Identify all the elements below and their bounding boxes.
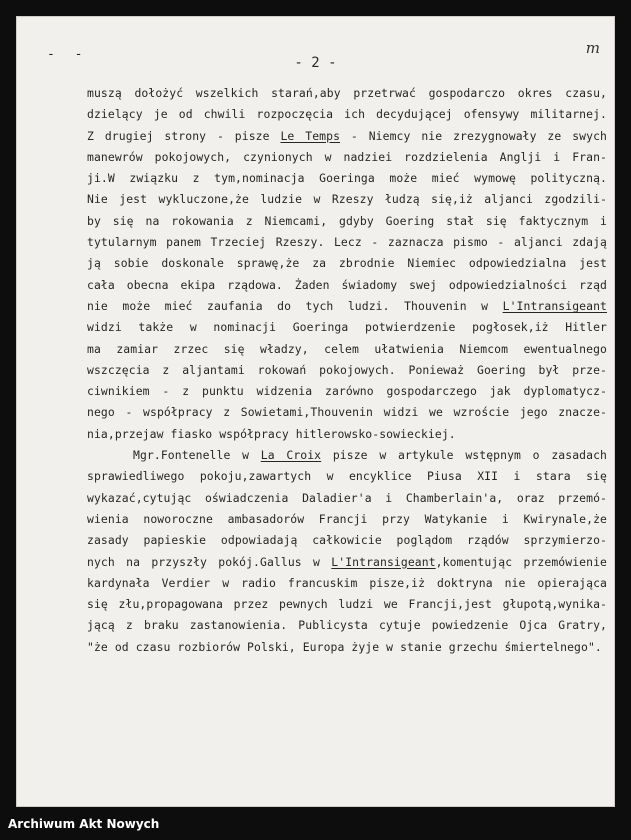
corner-marks: - - xyxy=(47,47,89,62)
text-line xyxy=(87,509,607,530)
text-line xyxy=(87,424,607,445)
text-line xyxy=(87,339,607,360)
text-line xyxy=(87,189,607,210)
line-text: jącą z braku zastanowienia. Publicysta cytuje powiedzenie Ojca Gratry, xyxy=(87,618,607,633)
line-text: zasady papieskie odpowiadają całkowicie poglądom rządów sprzymierzo- xyxy=(87,533,607,548)
text-line xyxy=(87,360,607,381)
line-text: dzielący je od chwili rozpoczęcia ich decydującej ofensywy militarnej. xyxy=(87,107,607,122)
text-line xyxy=(87,381,607,402)
line-text: widzi także w nominacji Goeringa potwierdzenie pogłosek,iż Hitler xyxy=(87,320,607,335)
text-line xyxy=(87,552,607,573)
newspaper-title: L'Intransigeant xyxy=(331,554,436,569)
text-line xyxy=(87,402,607,423)
archive-footer xyxy=(0,807,631,840)
text-line xyxy=(87,317,607,338)
newspaper-title: L'Intransigeant xyxy=(502,298,607,313)
body-text xyxy=(87,83,607,658)
line-text: by się na rokowania z Niemcami, gdyby Goering stał się faktycznym i xyxy=(87,213,607,228)
line-text: kardynała Verdier w radio francuskim pisze,iż doktryna nie opierająca xyxy=(87,575,607,590)
line-text: nych na przyszły pokój.Gallus w xyxy=(87,554,332,569)
text-line xyxy=(87,615,607,636)
line-text: Z drugiej strony - pisze xyxy=(87,128,281,143)
line-text: nie może mieć zaufania do tych ludzi. Thouvenin w xyxy=(87,298,503,313)
line-text: muszą dołożyć wszelkich starań,aby przetrwać gospodarczo okres czasu, xyxy=(87,86,607,100)
line-text: wykazać,cytując oświadczenia Daladier'a i Chamberlain'a, oraz przemó- xyxy=(87,490,607,505)
document-page xyxy=(16,16,615,807)
text-line xyxy=(87,466,607,487)
folio-mark: m xyxy=(585,39,600,57)
text-line xyxy=(87,637,607,658)
line-text: wienia noworoczne ambasadorów Francji przy Watykanie i Kwirynale,że xyxy=(87,511,607,526)
line-text: tytularnym panem Trzeciej Rzeszy. Lecz - zaznacza pismo - aljanci zdają xyxy=(87,235,607,250)
line-text: ciwnikiem - z punktu widzenia zarówno gospodarczego jak dyplomatycz- xyxy=(87,384,607,399)
line-text: wszczęcia z aljantami rokowań pokojowych. Ponieważ Goering był prze- xyxy=(87,362,607,377)
text-line xyxy=(87,296,607,317)
text-line xyxy=(87,253,607,274)
line-text: się złu,propagowana przez pewnych ludzi we Francji,jest głupotą,wynika- xyxy=(87,597,607,612)
text-line xyxy=(87,232,607,253)
text-line xyxy=(87,594,607,615)
line-text: pisze w artykule wstępnym o zasadach xyxy=(321,448,607,463)
text-line xyxy=(87,168,607,189)
line-text: "że od czasu rozbiorów Polski, Europa żyje w stanie grzechu śmiertelnego". xyxy=(87,639,602,654)
line-text: nia,przejaw fiasko współpracy hitlerowsko-sowieckiej. xyxy=(87,426,456,441)
line-text: ją sobie doskonale sprawę,że za zbrodnie Niemiec odpowiedzialna jest xyxy=(87,256,607,271)
text-line xyxy=(87,126,607,147)
line-text: ma zamiar zrzec się władzy, celem ułatwienia Niemcom ewentualnego xyxy=(87,341,607,356)
line-text: nego - współpracy z Sowietami,Thouvenin widzi we wzroście jego znacze- xyxy=(87,405,607,420)
line-text: ,komentując przemówienie xyxy=(435,554,607,569)
text-line xyxy=(87,211,607,232)
newspaper-title: La Croix xyxy=(260,448,322,463)
line-text: manewrów pokojowych, czynionych w nadziei rozdzielenia Anglji i Fran- xyxy=(87,149,607,164)
text-line xyxy=(87,83,607,104)
text-line xyxy=(87,530,607,551)
page-number: - 2 - xyxy=(294,55,337,71)
text-line xyxy=(87,147,607,168)
text-line xyxy=(87,275,607,296)
line-text: sprawiedliwego pokoju,zawartych w encyklice Piusa XII i stara się xyxy=(87,469,607,484)
line-text: ji.W związku z tym,nominacja Goeringa może mieć wymowę polityczną. xyxy=(87,171,607,186)
text-line xyxy=(87,445,607,466)
text-line xyxy=(87,573,607,594)
archive-name: Archiwum Akt Nowych xyxy=(8,817,160,831)
line-text: - Niemcy nie zrezygnowały ze swych xyxy=(340,128,607,143)
line-text: Mgr.Fontenelle w xyxy=(133,448,261,463)
text-line xyxy=(87,104,607,125)
line-text: cała obecna ekipa rządowa. Żaden świadomy swej odpowiedzialności rząd xyxy=(87,277,607,292)
newspaper-title: Le Temps xyxy=(280,128,341,143)
text-line xyxy=(87,488,607,509)
line-text: Nie jest wykluczone,że ludzie w Rzeszy łudzą się,iż aljanci zgodzili- xyxy=(87,192,607,207)
